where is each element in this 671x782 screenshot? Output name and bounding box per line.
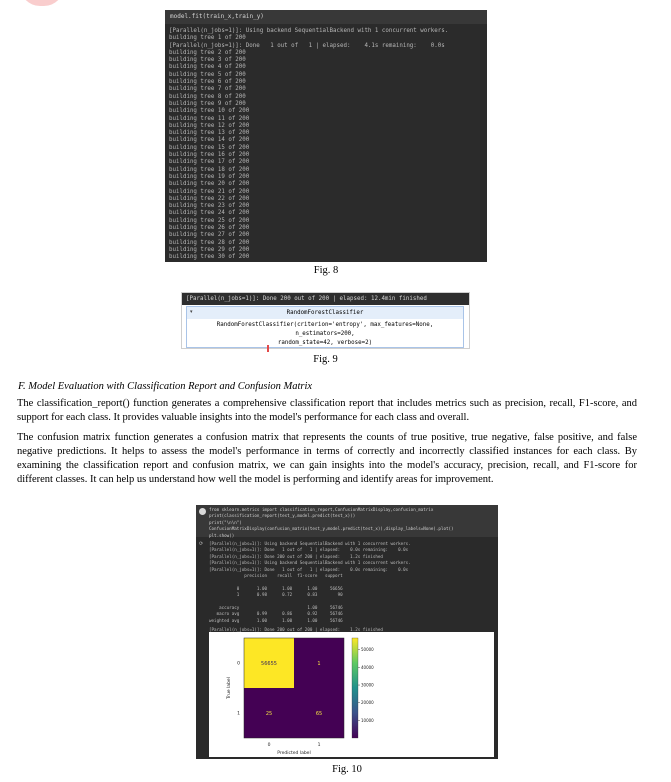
fig10-code-area[interactable] <box>196 505 498 537</box>
fig10-log-line: [Parallel(n_jobs=1)]: Done 1 out of 1 | elapsed: 0.0s remaining: 0.0s <box>209 566 409 572</box>
fig8-output-line: building tree 26 of 200 <box>169 225 250 232</box>
fig10-code-line: print("\n\n") <box>209 519 242 525</box>
fig10-log-line: macro avg 0.99 0.86 0.92 56746 <box>209 611 343 617</box>
fig8-output-line: building tree 22 of 200 <box>169 195 250 202</box>
colorbar-tick-label: 30000 <box>361 682 374 688</box>
fig10-log-line: [Parallel(n_jobs=1)]: Done 1 out of 1 | elapsed: 0.0s remaining: 0.0s <box>209 547 409 553</box>
fig10-code-line: print(classification_report(test_y,model.predict(test_x))) <box>209 513 356 519</box>
run-cell-icon[interactable] <box>199 508 206 515</box>
fig8-output-line: building tree 27 of 200 <box>169 232 250 239</box>
fig9-estimator-box[interactable] <box>186 306 464 348</box>
fig8-output-line: building tree 28 of 200 <box>169 239 250 246</box>
colorbar <box>352 638 358 738</box>
colorbar-tick-label: 10000 <box>361 717 374 723</box>
fig8-output-line: building tree 19 of 200 <box>169 173 250 180</box>
fig8-output-line: [Parallel(n_jobs=1)]: Done 1 out of 1 | elapsed: 4.1s remaining: 0.0s <box>169 42 445 49</box>
fig9-status-line: [Parallel(n_jobs=1)]: Done 200 out of 200 | elapsed: 12.4min finished <box>182 293 469 305</box>
paragraph-confusion-matrix: The confusion matrix function generates a confusion matrix that represents the counts of true positive, true negative, false positive, and false negative predictions. It helps to assess the model's performance in terms of correctly and incorrectly classified instances for each class. By examining the classification report and confusion matrix, we can gain insights into the model's accuracy, precision, recall, and F1-score for different classes. It can help us understand how well the model is performing and identify areas for improvement. <box>17 432 637 485</box>
fig8-output-line: building tree 4 of 200 <box>169 64 246 71</box>
fig8-output-line: building tree 16 of 200 <box>169 152 250 159</box>
fig10-notebook-cell <box>196 505 498 759</box>
fig10-code-line: from sklearn.metrics import classification_report,ConfusionMatrixDisplay,confusion_matrix <box>209 507 434 512</box>
fig10-code-line: plt.show() <box>209 532 235 538</box>
fig10-done-line: [Parallel(n_jobs=1)]: Done 200 out of 200 | elapsed: 1.2s finished <box>209 627 383 632</box>
logo-fragment <box>20 0 64 6</box>
fig10-log-line: [Parallel(n_jobs=1)]: Using backend SequentialBackend with 1 concurrent workers. <box>209 560 411 566</box>
x-tick-label: 1 <box>317 743 321 748</box>
fig10-log-line: [Parallel(n_jobs=1)]: Done 200 out of 200 | elapsed: 1.2s finished <box>209 553 383 559</box>
confusion-matrix-svg <box>209 632 494 757</box>
fig8-output-line: building tree 30 of 200 <box>169 254 250 261</box>
fig9-params-line-1: RandomForestClassifier(criterion='entropy', max_features=None, n_estimators=200, <box>216 322 434 337</box>
fig8-output-line: building tree 23 of 200 <box>169 203 250 210</box>
colorbar-tick-label: 50000 <box>361 647 374 653</box>
fig8-output-line: building tree 24 of 200 <box>169 210 250 217</box>
fig8-output-line: building tree 1 of 200 <box>169 35 246 42</box>
fig8-output-line: building tree 25 of 200 <box>169 217 250 224</box>
fig9-estimator-title[interactable]: RandomForestClassifier <box>187 307 463 319</box>
fig8-output-line: building tree 29 of 200 <box>169 246 250 253</box>
x-tick-label: 0 <box>267 743 271 748</box>
fig8-output-line: [Parallel(n_jobs=1)]: Using backend SequentialBackend with 1 concurrent workers. <box>169 28 449 34</box>
fig10-log-line: precision recall f1-score support <box>209 573 343 579</box>
fig8-output-line: building tree 5 of 200 <box>169 71 246 78</box>
fig10-log-line: 0 1.00 1.00 1.00 56656 <box>209 585 343 591</box>
fig8-output <box>169 28 485 262</box>
matrix-cell-value: 25 <box>265 711 273 717</box>
fig8-code-line[interactable]: model.fit(train_x,train_y) <box>165 10 487 24</box>
y-tick-label: 1 <box>237 711 240 717</box>
red-marker <box>267 345 269 352</box>
fig8-output-line: building tree 7 of 200 <box>169 86 246 93</box>
fig8-caption: Fig. 8 <box>313 265 339 276</box>
fig8-output-line: building tree 3 of 200 <box>169 57 246 64</box>
fig8-output-line: building tree 18 of 200 <box>169 166 250 173</box>
matrix-cell-value: 56655 <box>261 661 277 667</box>
fig8-output-line: building tree 11 of 200 <box>169 115 250 122</box>
colorbar-tick-label: 20000 <box>361 700 374 706</box>
fig8-output-line: building tree 10 of 200 <box>169 108 250 115</box>
expand-toggle-icon[interactable]: ▾ <box>190 310 193 315</box>
fig8-output-line: building tree 14 of 200 <box>169 137 250 144</box>
fig9-caption: Fig. 9 <box>313 354 338 365</box>
y-axis-label: True label <box>227 677 232 699</box>
fig8-output-line: building tree 6 of 200 <box>169 79 246 86</box>
fig10-log-line: [Parallel(n_jobs=1)]: Using backend SequentialBackend with 1 concurrent workers. <box>209 541 411 546</box>
output-toggle-icon[interactable]: ⟳ <box>199 542 204 547</box>
fig8-output-line: building tree 9 of 200 <box>169 100 246 107</box>
fig9-estimator-params <box>187 321 463 348</box>
x-axis-label: Predicted label <box>277 751 311 756</box>
fig8-output-line: building tree 2 of 200 <box>169 49 246 56</box>
fig8-output-line: building tree 21 of 200 <box>169 188 250 195</box>
fig8-output-line: building tree 17 of 200 <box>169 159 250 166</box>
fig8-output-line: building tree 13 of 200 <box>169 130 250 137</box>
fig8-notebook-cell <box>165 10 487 262</box>
fig10-log-line: weighted avg 1.00 1.00 1.00 56746 <box>209 617 343 623</box>
confusion-matrix-plot <box>209 632 494 757</box>
fig10-log-line: 1 0.98 0.72 0.83 90 <box>209 592 343 598</box>
fig10-code-line: ConfusionMatrixDisplay(confusion_matrix(test_y,model.predict(test_x)),display_labels=None).plot() <box>209 526 454 532</box>
paragraph-classification-report: The classification_report() function generates a comprehensive classification report that includes metrics such as precision, recall, F1-score, and support for each class. It provides valuable insights into the model's performance for each class and overall. <box>17 398 637 423</box>
fig8-output-line: building tree 15 of 200 <box>169 144 250 151</box>
fig10-classification-report <box>209 541 411 624</box>
fig9-notebook-output <box>182 293 469 348</box>
fig10-caption: Fig. 10 <box>332 764 362 775</box>
y-tick-label: 0 <box>237 661 240 667</box>
section-heading: F. Model Evaluation with Classification Report and Confusion Matrix <box>18 381 313 392</box>
matrix-cell-value: 1 <box>317 661 321 667</box>
fig9-params-line-2: random_state=42, verbose=2) <box>277 340 373 346</box>
matrix-cell-value: 65 <box>315 711 323 717</box>
fig8-output-line: building tree 8 of 200 <box>169 93 246 100</box>
fig10-log-line: accuracy 1.00 56746 <box>209 605 343 611</box>
fig8-output-line: building tree 12 of 200 <box>169 122 250 129</box>
colorbar-tick-label: 40000 <box>361 664 374 670</box>
fig8-output-line: building tree 20 of 200 <box>169 181 250 188</box>
fig10-code-lines[interactable] <box>209 507 454 539</box>
